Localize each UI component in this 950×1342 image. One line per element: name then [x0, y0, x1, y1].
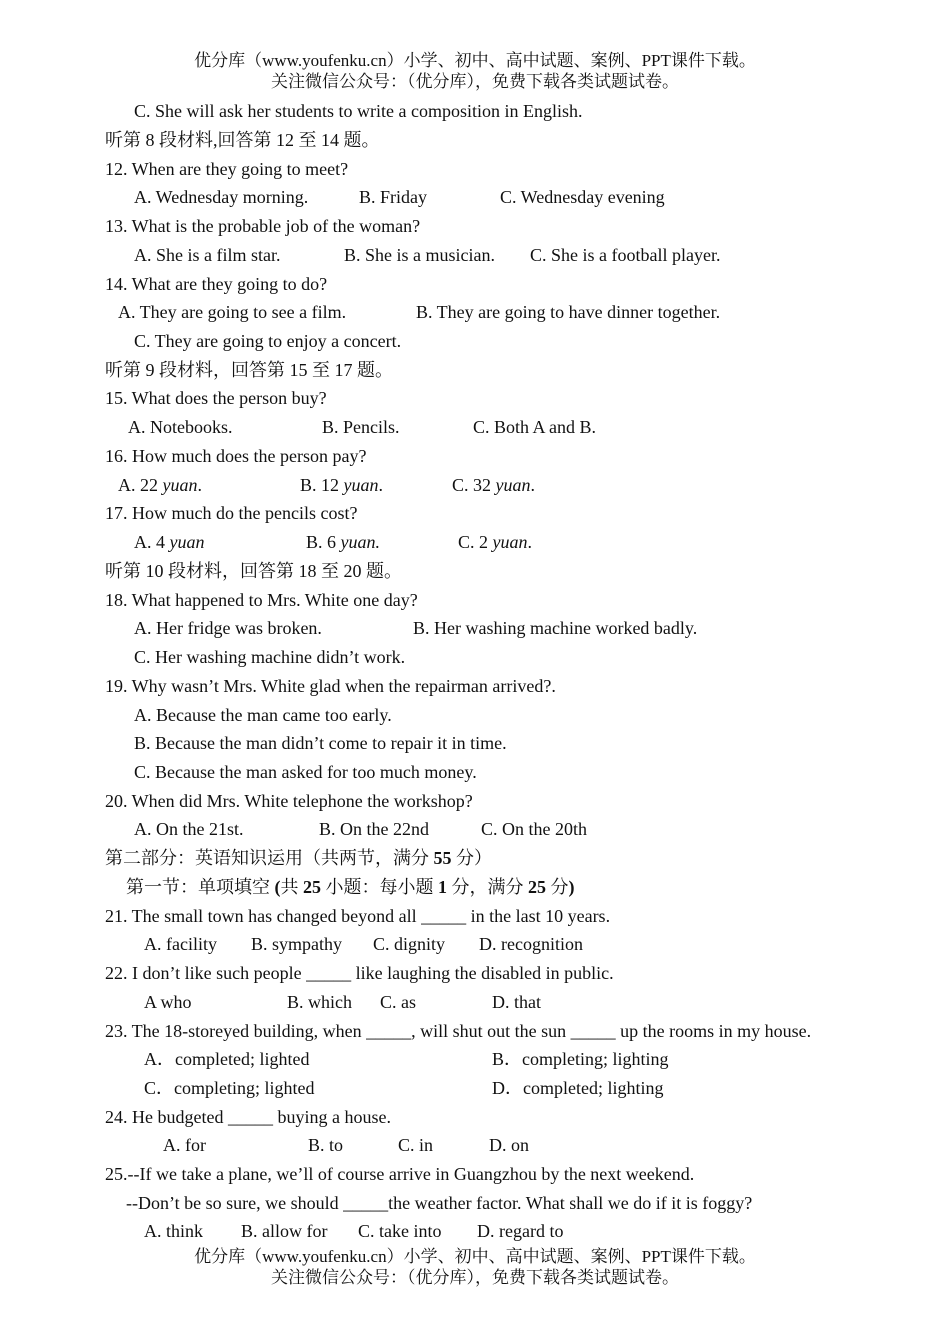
q19-option-c: C. Because the man asked for too much money. [134, 762, 477, 782]
section-9-instruction: 听第 9 段材料，回答第 15 至 17 题。 [105, 360, 393, 380]
page-header [0, 50, 950, 92]
q16-option-b: B. 12 yuan. [300, 475, 384, 495]
q21-option-c: C. dignity [373, 934, 446, 954]
page-footer [0, 1246, 950, 1288]
q17-option-c: C. 2 yuan. [458, 532, 533, 552]
q17-option-b: B. 6 yuan. [306, 532, 381, 552]
q24-stem: 24. He budgeted _____ buying a house. [105, 1107, 391, 1127]
footer-line-2: 关注微信公众号：（优分库），免费下载各类试题试卷。 [271, 1268, 679, 1287]
q21-option-a: A. facility [144, 934, 217, 954]
q23-option-d: D．completed; lighting [492, 1078, 664, 1098]
q22-option-c: C. as [380, 992, 416, 1012]
q20-option-c: C. On the 20th [481, 819, 587, 839]
section-8-instruction: 听第 8 段材料,回答第 12 至 14 题。 [105, 130, 380, 150]
q25-stem-response: --Don’t be so sure, we should _____the weather factor. What shall we do if it is foggy? [126, 1193, 753, 1213]
q22-option-b: B. which [287, 992, 352, 1012]
q22-option-a: A who [144, 992, 192, 1012]
q20-option-a: A. On the 21st. [134, 819, 244, 839]
q15-option-b: B. Pencils. [322, 417, 400, 437]
q18-option-a: A. Her fridge was broken. [134, 618, 322, 638]
q23-option-a: A．completed; lighted [144, 1049, 310, 1069]
q25-stem: 25.--If we take a plane, we’ll of course arrive in Guangzhou by the next weekend. [105, 1164, 695, 1184]
q12-option-b: B. Friday [359, 187, 428, 207]
q13-stem: 13. What is the probable job of the woman? [105, 216, 421, 236]
q22-option-d: D. that [492, 992, 541, 1012]
q14-option-c: C. They are going to enjoy a concert. [134, 331, 402, 351]
q16-stem: 16. How much does the person pay? [105, 446, 367, 466]
q12-option-c: C. Wednesday evening [500, 187, 665, 207]
q21-stem: 21. The small town has changed beyond all _____ in the last 10 years. [105, 906, 611, 926]
q25-option-a: A. think [144, 1221, 204, 1241]
q13-option-c: C. She is a football player. [530, 245, 721, 265]
q25-option-d: D. regard to [477, 1221, 564, 1241]
q13-option-b: B. She is a musician. [344, 245, 495, 265]
q22-stem: 22. I don’t like such people _____ like laughing the disabled in public. [105, 963, 614, 983]
section-1-heading: 第一节：单项填空 (共 25 小题：每小题 1 分，满分 25 分) [126, 877, 575, 897]
q25-option-c: C. take into [358, 1221, 442, 1241]
q20-stem: 20. When did Mrs. White telephone the workshop? [105, 791, 473, 811]
q15-stem: 15. What does the person buy? [105, 388, 327, 408]
q18-stem: 18. What happened to Mrs. White one day? [105, 590, 418, 610]
footer-line-1: 优分库（www.youfenku.cn）小学、初中、高中试题、案例、PPT课件下载。 [194, 1247, 756, 1266]
section-10-instruction: 听第 10 段材料，回答第 18 至 20 题。 [105, 561, 402, 581]
q17-option-a: A. 4 yuan [134, 532, 205, 552]
q21-option-b: B. sympathy [251, 934, 343, 954]
q12-stem: 12. When are they going to meet? [105, 159, 349, 179]
q24-option-d: D. on [489, 1135, 529, 1155]
q23-stem: 23. The 18-storeyed building, when _____, will shut out the sun _____ up the rooms in my house. [105, 1021, 812, 1041]
q25-option-b: B. allow for [241, 1221, 328, 1241]
q24-option-b: B. to [308, 1135, 344, 1155]
q19-stem: 19. Why wasn’t Mrs. White glad when the repairman arrived?. [105, 676, 556, 696]
q19-option-a: A. Because the man came too early. [134, 705, 392, 725]
q13-option-a: A. She is a film star. [134, 245, 281, 265]
q14-option-a: A. They are going to see a film. [118, 302, 347, 322]
q12-option-a: A. Wednesday morning. [134, 187, 309, 207]
q19-option-b: B. Because the man didn’t come to repair it in time. [134, 733, 507, 753]
part-2-heading: 第二部分：英语知识运用（共两节，满分 55 分） [105, 848, 492, 868]
q16-option-c: C. 32 yuan. [452, 475, 536, 495]
q24-option-a: A. for [163, 1135, 206, 1155]
q15-option-a: A. Notebooks. [128, 417, 233, 437]
q20-option-b: B. On the 22nd [319, 819, 429, 839]
q18-option-b: B. Her washing machine worked badly. [413, 618, 698, 638]
q14-stem: 14. What are they going to do? [105, 274, 328, 294]
q21-option-d: D. recognition [479, 934, 583, 954]
q16-option-a: A. 22 yuan. [118, 475, 202, 495]
q14-option-b: B. They are going to have dinner together. [416, 302, 721, 322]
q23-option-c: C．completing; lighted [144, 1078, 315, 1098]
q11-option-c: C. She will ask her students to write a composition in English. [134, 101, 583, 121]
q24-option-c: C. in [398, 1135, 434, 1155]
q23-option-b: B．completing; lighting [492, 1049, 669, 1069]
q17-stem: 17. How much do the pencils cost? [105, 503, 358, 523]
q18-option-c: C. Her washing machine didn’t work. [134, 647, 406, 667]
header-line-1: 优分库（www.youfenku.cn）小学、初中、高中试题、案例、PPT课件下载。 [194, 51, 756, 70]
header-line-2: 关注微信公众号：（优分库），免费下载各类试题试卷。 [271, 72, 679, 91]
q15-option-c: C. Both A and B. [473, 417, 597, 437]
